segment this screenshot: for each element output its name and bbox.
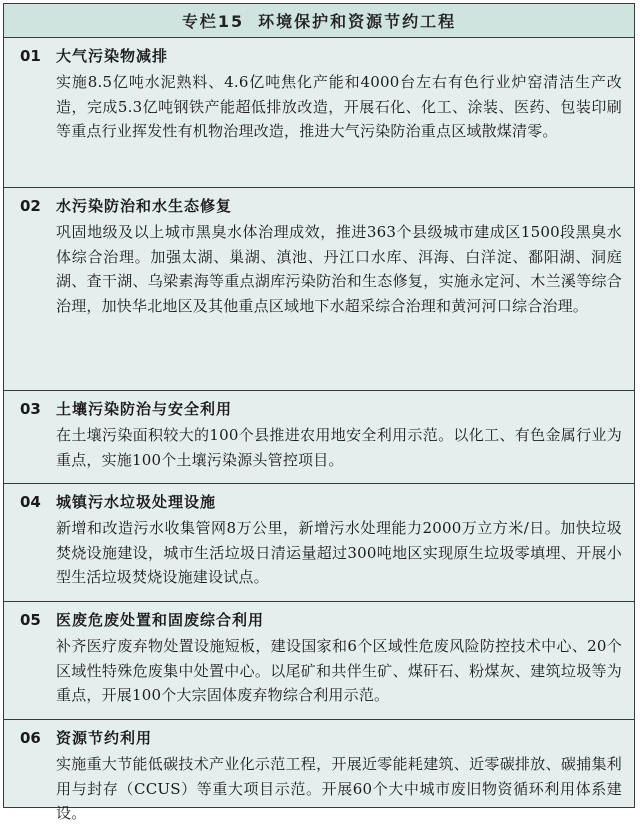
section-body: 巩固地级及以上城市黑臭水体治理成效，推进363个县级城市建成区1500段黑臭水体综合治理。加强太湖、巢湖、滇池、丹江口水库、洱海、白洋淀、鄱阳湖、洞庭湖、査干湖、乌梁素海等重点湖库污染防治和生态修复，实施永定河、木兰溪等综合治理，加快华北地区及其他重点区域地下水超采综合治理和黄河河口综合治理。 xyxy=(56,223,622,315)
section-hazardous-waste xyxy=(4,602,634,720)
section-number: 03 xyxy=(20,400,41,418)
section-heading: 资源节约利用 xyxy=(56,729,153,747)
section-body: 在土壤污染面积较大的100个县推进农用地安全利用示范。以化工、有色金属行业为重点，实施100个土壤污染源头管控项目。 xyxy=(56,426,622,469)
section-soil-pollution xyxy=(4,391,634,484)
section-number: 04 xyxy=(20,493,41,511)
column-title: 环境保护和资源节约工程 xyxy=(258,12,457,31)
table-title xyxy=(4,4,634,38)
section-heading: 医废危废处置和固废综合利用 xyxy=(56,611,265,629)
section-body: 补齐医疗废弃物处置设施短板，建设国家和6个区域性危废风险防控技术中心、20个区域性特殊危废集中处置中心。以尾矿和共伴生矿、煤矸石、粉煤灰、建筑垃圾等为重点，开展100个大宗固体废弃物综合利用示范。 xyxy=(56,637,622,704)
section-resource-saving xyxy=(4,720,634,822)
section-number: 05 xyxy=(20,611,41,629)
section-water-pollution xyxy=(4,188,634,391)
section-heading: 大气污染物减排 xyxy=(56,47,169,65)
special-column-table xyxy=(3,3,635,822)
section-body: 实施8.5亿吨水泥熟料、4.6亿吨焦化产能和4000台左右有色行业炉窑清洁生产改造，完成5.3亿吨钢铁产能超低排放改造，开展石化、化工、涂装、医药、包装印刷等重点行业挥发性有机物治理改造，推进大气污染防治重点区域散煤清零。 xyxy=(56,73,622,140)
column-label: 专栏15 xyxy=(181,12,245,31)
section-heading: 土壤污染防治与安全利用 xyxy=(56,400,233,418)
section-air-pollution xyxy=(4,38,634,188)
section-body: 实施重大节能低碳技术产业化示范工程，开展近零能耗建筑、近零碳排放、碳捕集利用与封存（CCUS）等重大项目示范。开展60个大中城市废旧物资循环利用体系建设。 xyxy=(56,755,622,822)
section-body: 新增和改造污水收集管网8万公里，新增污水处理能力2000万立方米/日。加快垃圾焚烧设施建设，城市生活垃圾日清运量超过300吨地区实现原生垃圾零填埋、开展小型生活垃圾焚烧设施建设试点。 xyxy=(56,519,622,586)
section-number: 01 xyxy=(20,47,41,65)
section-heading: 城镇污水垃圾处理设施 xyxy=(56,493,217,511)
section-heading: 水污染防治和水生态修复 xyxy=(56,197,233,215)
section-number: 02 xyxy=(20,197,41,215)
section-sewage-garbage xyxy=(4,484,634,602)
section-number: 06 xyxy=(20,729,41,747)
